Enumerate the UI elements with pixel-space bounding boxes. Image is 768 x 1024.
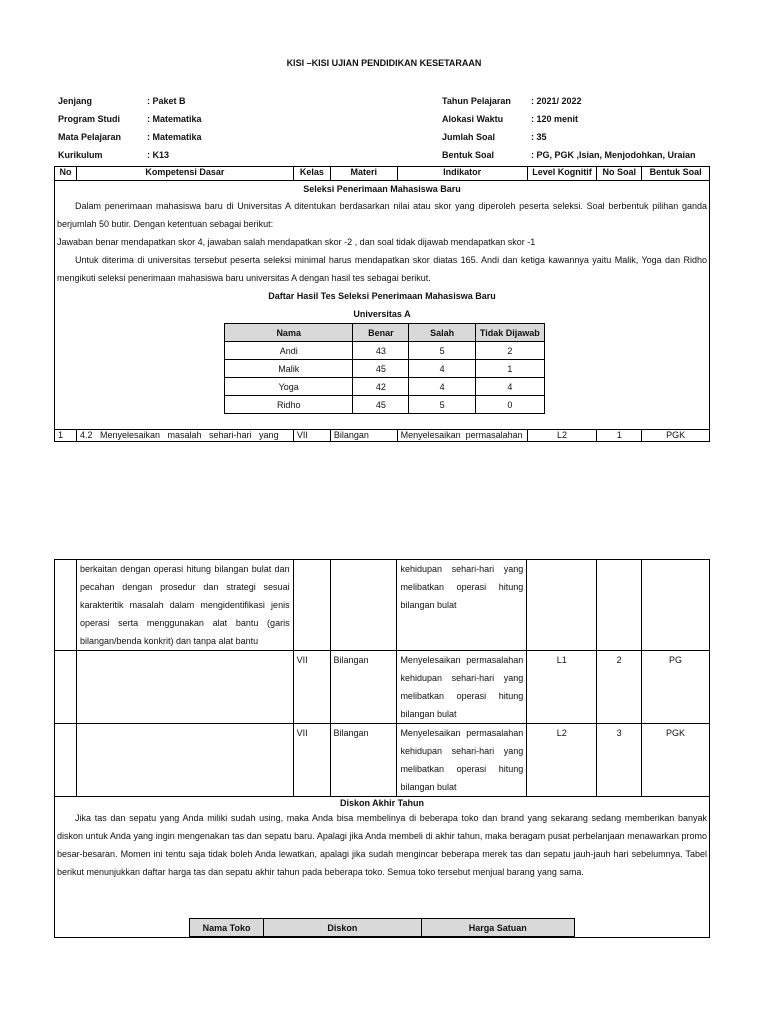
- stimulus-cell-2: [55, 797, 710, 938]
- table-row: [225, 378, 545, 396]
- meta-value-program-studi: : Matematika: [147, 114, 202, 124]
- price-table: [189, 918, 575, 937]
- header-kelas: Kelas: [293, 167, 330, 181]
- stimulus-cell: [55, 181, 710, 430]
- table-row: [225, 396, 545, 414]
- meta-label-kurikulum: Kurikulum: [58, 150, 103, 160]
- results-cell-tidak-dijawab: 1: [475, 360, 544, 378]
- meta-value-bentuk-soal: : PG, PGK ,Isian, Menjodohkan, Uraian: [531, 150, 696, 160]
- results-cell-salah: 4: [409, 378, 475, 396]
- results-header-benar: Benar: [353, 324, 409, 342]
- row1-bentuk: PGK: [642, 430, 710, 442]
- row1-kelas: VII: [293, 430, 330, 442]
- results-header-nama: Nama: [225, 324, 353, 342]
- kisi-table-page1: [54, 166, 710, 442]
- row3-materi: Bilangan: [330, 724, 397, 797]
- row2-no-soal: 2: [597, 651, 642, 724]
- row3-kelas: VII: [293, 724, 330, 797]
- kisi-table-page2: [54, 559, 710, 938]
- table-row: [55, 430, 710, 442]
- stimulus2-paragraph: Jika tas dan sepatu yang Anda miliki sudah using, maka Anda bisa membelinya di beberapa toko dan brand yang sekarang sedang memberikan banyak diskon untuk Anda yang ingin mengenakan tas dan sepatu baru. Apalagi jika Anda membeli di akhir tahun, maka beragam pusat perbelanjaan menawarkan promo besar-besaran. Momen ini tentu saja tidak boleh Anda lewatkan, apalagi jika sudah mengincar beberapa merek tas dan sepatu jauh-jauh hari sebelumnya. Tabel berikut menunjukkan daftar harga tas dan sepatu akhir tahun pada beberapa toko. Semua toko tersebut menjual barang yang sama.: [57, 813, 707, 877]
- price-header-harga-satuan: Harga Satuan: [421, 919, 574, 937]
- document-title: KISI –KISI UJIAN PENDIDIKAN KESETARAAN: [286, 58, 482, 68]
- stimulus-paragraph-3: Untuk diterima di universitas tersebut peserta seleksi minimal harus mendapatkan skor diatas 165. Andi dan ketiga kawannya yaitu Malik, Yoga dan Ridho mengikuti seleksi penerimaan mahasiswa baru universitas A dengan hasil tes sebagai berikut.: [57, 255, 707, 283]
- meta-label-tahun-pelajaran: Tahun Pelajaran: [442, 96, 511, 106]
- results-cell-salah: 4: [409, 360, 475, 378]
- stimulus-paragraph-1: Dalam penerimaan mahasiswa baru di Universitas A ditentukan berdasarkan nilai atau skor yang diperoleh peserta seleksi. Soal berbentuk pilihan ganda berjumlah 50 butir. Dengan ketentuan sebagai berikut:: [57, 201, 707, 229]
- table-row: [55, 724, 710, 797]
- meta-value-kurikulum: : K13: [147, 150, 170, 160]
- results-cell-nama: Andi: [225, 342, 353, 360]
- row3-level: L2: [527, 724, 597, 797]
- meta-value-mata-pelajaran: : Matematika: [147, 132, 202, 142]
- row2-indikator: Menyelesaikan permasalahan kehidupan sehari-hari yang melibatkan operasi hitung bilangan bulat: [397, 651, 527, 724]
- stimulus2-heading: Diskon Akhir Tahun: [339, 798, 424, 808]
- header-no: No: [55, 167, 77, 181]
- results-cell-tidak-dijawab: 4: [475, 378, 544, 396]
- results-cell-salah: 5: [409, 342, 475, 360]
- table-row: [55, 651, 710, 724]
- meta-label-jumlah-soal: Jumlah Soal: [442, 132, 496, 142]
- stimulus-paragraph-2: Jawaban benar mendapatkan skor 4, jawaban salah mendapatkan skor -2 , dan soal tidak dijawab mendapatkan skor -1: [57, 237, 536, 247]
- row1-indikator: Menyelesaikan permasalahan: [397, 430, 527, 442]
- results-cell-tidak-dijawab: 0: [475, 396, 544, 414]
- row1-materi: Bilangan: [330, 430, 397, 442]
- results-cell-benar: 45: [353, 396, 409, 414]
- row1-no: 1: [55, 430, 77, 442]
- row2-materi: Bilangan: [330, 651, 397, 724]
- header-materi: Materi: [330, 167, 397, 181]
- row2-bentuk: PG: [642, 651, 710, 724]
- results-cell-salah: 5: [409, 396, 475, 414]
- stimulus-heading: Seleksi Penerimaan Mahasiswa Baru: [303, 184, 461, 194]
- results-cell-benar: 42: [353, 378, 409, 396]
- row2-kelas: VII: [293, 651, 330, 724]
- results-table: [224, 323, 545, 414]
- results-header-salah: Salah: [409, 324, 475, 342]
- table-row: [225, 342, 545, 360]
- results-cell-nama: Yoga: [225, 378, 353, 396]
- row1-level: L2: [527, 430, 597, 442]
- results-table-subtitle: Universitas A: [353, 309, 411, 319]
- results-cell-nama: Malik: [225, 360, 353, 378]
- row1-kompetensi-dasar: 4.2 Menyelesaikan masalah sehari-hari yang: [76, 430, 293, 442]
- header-indikator: Indikator: [397, 167, 527, 181]
- results-cell-benar: 45: [353, 360, 409, 378]
- results-header-tidak-dijawab: Tidak Dijawab: [475, 324, 544, 342]
- table-row: [225, 360, 545, 378]
- meta-value-jenjang: : Paket B: [147, 96, 186, 106]
- row1-indikator-cont: kehidupan sehari-hari yang melibatkan operasi hitung bilangan bulat: [397, 560, 527, 651]
- meta-value-tahun-pelajaran: : 2021/ 2022: [531, 96, 582, 106]
- results-table-title: Daftar Hasil Tes Seleksi Penerimaan Mahasiswa Baru: [268, 291, 496, 301]
- meta-label-bentuk-soal: Bentuk Soal: [442, 150, 495, 160]
- meta-label-jenjang: Jenjang: [58, 96, 93, 106]
- header-kompetensi-dasar: Kompetensi Dasar: [76, 167, 293, 181]
- results-cell-nama: Ridho: [225, 396, 353, 414]
- row3-no-soal: 3: [597, 724, 642, 797]
- row3-bentuk: PGK: [642, 724, 710, 797]
- header-level-kognitif: Level Kognitif: [527, 167, 597, 181]
- row2-level: L1: [527, 651, 597, 724]
- row3-indikator: Menyelesaikan permasalahan kehidupan sehari-hari yang melibatkan operasi hitung bilangan bulat: [397, 724, 527, 797]
- header-no-soal: No Soal: [597, 167, 642, 181]
- meta-label-mata-pelajaran: Mata Pelajaran: [58, 132, 122, 142]
- price-header-diskon: Diskon: [264, 919, 421, 937]
- meta-value-jumlah-soal: : 35: [531, 132, 547, 142]
- meta-value-alokasi-waktu: : 120 menit: [531, 114, 579, 124]
- row1-no-soal: 1: [597, 430, 642, 442]
- results-cell-tidak-dijawab: 2: [475, 342, 544, 360]
- table-row: [55, 560, 710, 651]
- meta-label-program-studi: Program Studi: [58, 114, 121, 124]
- price-header-nama-toko: Nama Toko: [190, 919, 264, 937]
- row1-kompetensi-dasar-cont: berkaitan dengan operasi hitung bilangan bulat dan pecahan dengan prosedur dan strategi sesuai karakteritik masalah dalam mengidentifikasi jenis operasi serta menggunakan alat bantu (garis bilangan/benda konkrit) dan tanpa alat bantu: [76, 560, 293, 651]
- header-bentuk-soal: Bentuk Soal: [642, 167, 710, 181]
- results-cell-benar: 43: [353, 342, 409, 360]
- meta-label-alokasi-waktu: Alokasi Waktu: [442, 114, 504, 124]
- table-row: [55, 797, 710, 938]
